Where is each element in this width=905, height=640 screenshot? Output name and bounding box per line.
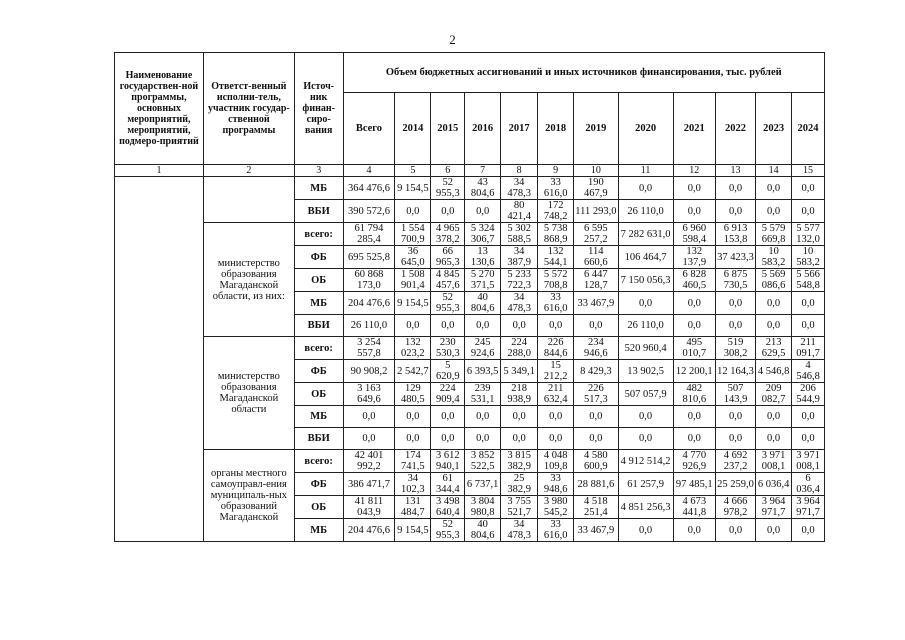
value-cell: 0,0 [673,406,715,428]
column-number: 7 [465,165,501,177]
value-cell: 12 164,3 [715,360,755,383]
value-cell: 1 554 700,9 [395,223,431,246]
value-cell: 224 909,4 [431,383,465,406]
value-cell: 0,0 [395,315,431,337]
header-year: 2022 [715,93,755,165]
header-year: 2024 [792,93,825,165]
value-cell: 61 344,4 [431,473,465,496]
value-cell: 0,0 [395,200,431,223]
value-cell: 33 467,9 [574,519,618,542]
value-cell: 211 632,4 [538,383,574,406]
value-cell: 106 464,7 [618,246,673,269]
value-cell: 0,0 [343,428,395,450]
budget-table [114,52,825,542]
value-cell: 3 852 522,5 [465,450,501,473]
header-year: 2023 [756,93,792,165]
value-cell: 0,0 [756,428,792,450]
source-cell: ВБИ [294,200,343,223]
value-cell: 386 471,7 [343,473,395,496]
value-cell: 390 572,6 [343,200,395,223]
value-cell: 10 583,2 [792,246,825,269]
value-cell: 4 580 600,9 [574,450,618,473]
value-cell: 224 288,0 [501,337,538,360]
value-cell: 33 467,9 [574,292,618,315]
value-cell: 6 036,4 [756,473,792,496]
value-cell: 25 382,9 [501,473,538,496]
value-cell: 507 057,9 [618,383,673,406]
value-cell: 0,0 [715,519,755,542]
value-cell: 209 082,7 [756,383,792,406]
value-cell: 5 579 669,8 [756,223,792,246]
value-cell: 519 308,2 [715,337,755,360]
value-cell: 5 324 306,7 [465,223,501,246]
value-cell: 0,0 [715,428,755,450]
value-cell: 0,0 [673,292,715,315]
value-cell: 0,0 [792,315,825,337]
value-cell: 6 036,4 [792,473,825,496]
value-cell: 0,0 [673,200,715,223]
value-cell: 0,0 [792,519,825,542]
value-cell: 4 546,8 [756,360,792,383]
header-year: 2018 [538,93,574,165]
value-cell: 33 616,0 [538,519,574,542]
value-cell: 0,0 [756,406,792,428]
value-cell: 28 881,6 [574,473,618,496]
value-cell: 90 908,2 [343,360,395,383]
value-cell: 6 913 153,8 [715,223,755,246]
value-cell: 0,0 [756,177,792,200]
value-cell: 0,0 [343,406,395,428]
value-cell: 4 845 457,6 [431,269,465,292]
value-cell: 5 620,9 [431,360,465,383]
value-cell: 190 467,9 [574,177,618,200]
value-cell: 36 645,0 [395,246,431,269]
header-program-name: Наименование государствен-ной программы, основных мероприятий, мероприятий, подмеро-приятий [115,53,204,165]
value-cell: 239 531,1 [465,383,501,406]
source-cell: ОБ [294,496,343,519]
value-cell: 132 023,2 [395,337,431,360]
value-cell: 34 387,9 [501,246,538,269]
value-cell: 6 737,1 [465,473,501,496]
header-source: Источ-ник финан-сиро-вания [294,53,343,165]
value-cell: 0,0 [792,177,825,200]
column-number-row [115,165,825,177]
value-cell: 3 498 640,4 [431,496,465,519]
value-cell: 97 485,1 [673,473,715,496]
value-cell: 12 200,1 [673,360,715,383]
table-row [115,337,825,360]
responsible-cell: министерство образования Магаданской области [203,337,294,450]
value-cell: 0,0 [618,428,673,450]
value-cell: 0,0 [501,315,538,337]
value-cell: 4 673 441,8 [673,496,715,519]
value-cell: 41 811 043,9 [343,496,395,519]
column-number: 11 [618,165,673,177]
source-cell: ОБ [294,383,343,406]
value-cell: 5 349,1 [501,360,538,383]
source-cell: МБ [294,177,343,200]
table-row [115,223,825,246]
value-cell: 7 150 056,3 [618,269,673,292]
value-cell: 33 616,0 [538,292,574,315]
value-cell: 60 868 173,0 [343,269,395,292]
page-number: 2 [449,32,456,47]
header-year: 2017 [501,93,538,165]
value-cell: 26 110,0 [618,315,673,337]
value-cell: 5 577 132,0 [792,223,825,246]
value-cell: 0,0 [395,428,431,450]
value-cell: 43 804,6 [465,177,501,200]
column-number: 1 [115,165,204,177]
value-cell: 0,0 [574,315,618,337]
program-name-cell [115,177,204,542]
source-cell: ВБИ [294,315,343,337]
value-cell: 213 629,5 [756,337,792,360]
value-cell: 132 137,9 [673,246,715,269]
column-number: 10 [574,165,618,177]
value-cell: 5 233 722,3 [501,269,538,292]
value-cell: 0,0 [538,315,574,337]
column-number: 6 [431,165,465,177]
value-cell: 0,0 [715,315,755,337]
value-cell: 4 965 378,2 [431,223,465,246]
value-cell: 131 484,7 [395,496,431,519]
value-cell: 4 048 109,8 [538,450,574,473]
value-cell: 0,0 [465,315,501,337]
value-cell: 80 421,4 [501,200,538,223]
value-cell: 3 804 980,8 [465,496,501,519]
value-cell: 33 616,0 [538,177,574,200]
value-cell: 234 946,6 [574,337,618,360]
header-volume: Объем бюджетных ассигнований и иных источников финансирования, тыс. рублей [343,53,824,93]
value-cell: 13 902,5 [618,360,673,383]
value-cell: 0,0 [538,406,574,428]
value-cell: 5 738 868,9 [538,223,574,246]
value-cell: 132 544,1 [538,246,574,269]
value-cell: 5 302 588,5 [501,223,538,246]
header-year: 2014 [395,93,431,165]
value-cell: 10 583,2 [756,246,792,269]
value-cell: 3 254 557,8 [343,337,395,360]
header-total: Всего [343,93,395,165]
value-cell: 0,0 [431,406,465,428]
value-cell: 3 971 008,1 [756,450,792,473]
value-cell: 507 143,9 [715,383,755,406]
header-year: 2019 [574,93,618,165]
value-cell: 3 980 545,2 [538,496,574,519]
value-cell: 8 429,3 [574,360,618,383]
value-cell: 0,0 [501,406,538,428]
column-number: 2 [203,165,294,177]
value-cell: 495 010,7 [673,337,715,360]
value-cell: 0,0 [618,177,673,200]
value-cell: 0,0 [715,177,755,200]
value-cell: 0,0 [574,406,618,428]
value-cell: 4 912 514,2 [618,450,673,473]
value-cell: 0,0 [673,519,715,542]
value-cell: 0,0 [715,200,755,223]
value-cell: 0,0 [465,406,501,428]
value-cell: 5 569 086,6 [756,269,792,292]
value-cell: 34 478,3 [501,519,538,542]
value-cell: 5 566 548,8 [792,269,825,292]
value-cell: 0,0 [431,315,465,337]
source-cell: всего: [294,450,343,473]
responsible-cell: органы местного самоуправл-ения муниципаль-ных образований Магаданской [203,450,294,542]
source-cell: всего: [294,223,343,246]
header-year: 2016 [465,93,501,165]
value-cell: 9 154,5 [395,177,431,200]
column-number: 5 [395,165,431,177]
column-number: 14 [756,165,792,177]
value-cell: 5 270 371,5 [465,269,501,292]
value-cell: 4 666 978,2 [715,496,755,519]
value-cell: 4 546,8 [792,360,825,383]
value-cell: 230 530,3 [431,337,465,360]
value-cell: 0,0 [792,292,825,315]
value-cell: 40 804,6 [465,292,501,315]
value-cell: 226 517,3 [574,383,618,406]
value-cell: 34 478,3 [501,292,538,315]
value-cell: 226 844,6 [538,337,574,360]
source-cell: ВБИ [294,428,343,450]
source-cell: МБ [294,406,343,428]
value-cell: 0,0 [465,200,501,223]
column-number: 9 [538,165,574,177]
value-cell: 482 810,6 [673,383,715,406]
value-cell: 204 476,6 [343,519,395,542]
value-cell: 0,0 [574,428,618,450]
value-cell: 0,0 [618,519,673,542]
value-cell: 0,0 [395,406,431,428]
value-cell: 3 971 008,1 [792,450,825,473]
value-cell: 6 393,5 [465,360,501,383]
value-cell: 4 770 926,9 [673,450,715,473]
value-cell: 0,0 [792,428,825,450]
value-cell: 206 544,9 [792,383,825,406]
value-cell: 4 692 237,2 [715,450,755,473]
value-cell: 218 938,9 [501,383,538,406]
value-cell: 34 478,3 [501,177,538,200]
value-cell: 40 804,6 [465,519,501,542]
value-cell: 0,0 [715,406,755,428]
value-cell: 1 508 901,4 [395,269,431,292]
column-number: 12 [673,165,715,177]
value-cell: 211 091,7 [792,337,825,360]
value-cell: 245 924,6 [465,337,501,360]
value-cell: 695 525,8 [343,246,395,269]
value-cell: 3 964 971,7 [792,496,825,519]
value-cell: 0,0 [756,315,792,337]
column-number: 15 [792,165,825,177]
value-cell: 6 447 128,7 [574,269,618,292]
value-cell: 15 212,2 [538,360,574,383]
value-cell: 33 948,6 [538,473,574,496]
value-cell: 34 102,3 [395,473,431,496]
value-cell: 0,0 [756,519,792,542]
value-cell: 37 423,3 [715,246,755,269]
header-year: 2020 [618,93,673,165]
value-cell: 0,0 [792,200,825,223]
value-cell: 364 476,6 [343,177,395,200]
source-cell: ФБ [294,473,343,496]
value-cell: 52 955,3 [431,177,465,200]
value-cell: 2 542,7 [395,360,431,383]
source-cell: ФБ [294,360,343,383]
source-cell: всего: [294,337,343,360]
value-cell: 61 794 285,4 [343,223,395,246]
value-cell: 111 293,0 [574,200,618,223]
value-cell: 3 612 940,1 [431,450,465,473]
value-cell: 66 965,3 [431,246,465,269]
table-row [115,450,825,473]
value-cell: 7 282 631,0 [618,223,673,246]
value-cell: 0,0 [618,292,673,315]
value-cell: 9 154,5 [395,292,431,315]
value-cell: 42 401 992,2 [343,450,395,473]
source-cell: МБ [294,292,343,315]
value-cell: 0,0 [673,315,715,337]
value-cell: 13 130,6 [465,246,501,269]
value-cell: 3 163 649,6 [343,383,395,406]
value-cell: 0,0 [431,200,465,223]
value-cell: 6 828 460,5 [673,269,715,292]
value-cell: 3 815 382,9 [501,450,538,473]
value-cell: 25 259,0 [715,473,755,496]
value-cell: 0,0 [756,292,792,315]
value-cell: 52 955,3 [431,292,465,315]
value-cell: 9 154,5 [395,519,431,542]
value-cell: 174 741,5 [395,450,431,473]
column-number: 8 [501,165,538,177]
value-cell: 0,0 [501,428,538,450]
value-cell: 6 595 257,2 [574,223,618,246]
value-cell: 0,0 [673,428,715,450]
header-year: 2021 [673,93,715,165]
value-cell: 61 257,9 [618,473,673,496]
value-cell: 114 660,6 [574,246,618,269]
value-cell: 52 955,3 [431,519,465,542]
value-cell: 4 518 251,4 [574,496,618,519]
value-cell: 26 110,0 [343,315,395,337]
table-row [115,177,825,200]
column-number: 3 [294,165,343,177]
value-cell: 204 476,6 [343,292,395,315]
value-cell: 129 480,5 [395,383,431,406]
value-cell: 3 755 521,7 [501,496,538,519]
value-cell: 0,0 [431,428,465,450]
budget-table-body [115,177,825,542]
column-number: 4 [343,165,395,177]
value-cell: 6 960 598,4 [673,223,715,246]
source-cell: МБ [294,519,343,542]
header-responsible: Ответст-венный исполни-тель, участник государ-ственной программы [203,53,294,165]
value-cell: 520 960,4 [618,337,673,360]
value-cell: 0,0 [465,428,501,450]
value-cell: 0,0 [756,200,792,223]
value-cell: 6 875 730,5 [715,269,755,292]
source-cell: ФБ [294,246,343,269]
responsible-cell [203,177,294,223]
value-cell: 4 851 256,3 [618,496,673,519]
value-cell: 26 110,0 [618,200,673,223]
value-cell: 0,0 [792,406,825,428]
responsible-cell: министерство образования Магаданской области, из них: [203,223,294,337]
value-cell: 0,0 [673,177,715,200]
value-cell: 5 572 708,8 [538,269,574,292]
value-cell: 0,0 [618,406,673,428]
column-number: 13 [715,165,755,177]
value-cell: 0,0 [538,428,574,450]
value-cell: 172 748,2 [538,200,574,223]
source-cell: ОБ [294,269,343,292]
value-cell: 0,0 [715,292,755,315]
value-cell: 3 964 971,7 [756,496,792,519]
header-year: 2015 [431,93,465,165]
